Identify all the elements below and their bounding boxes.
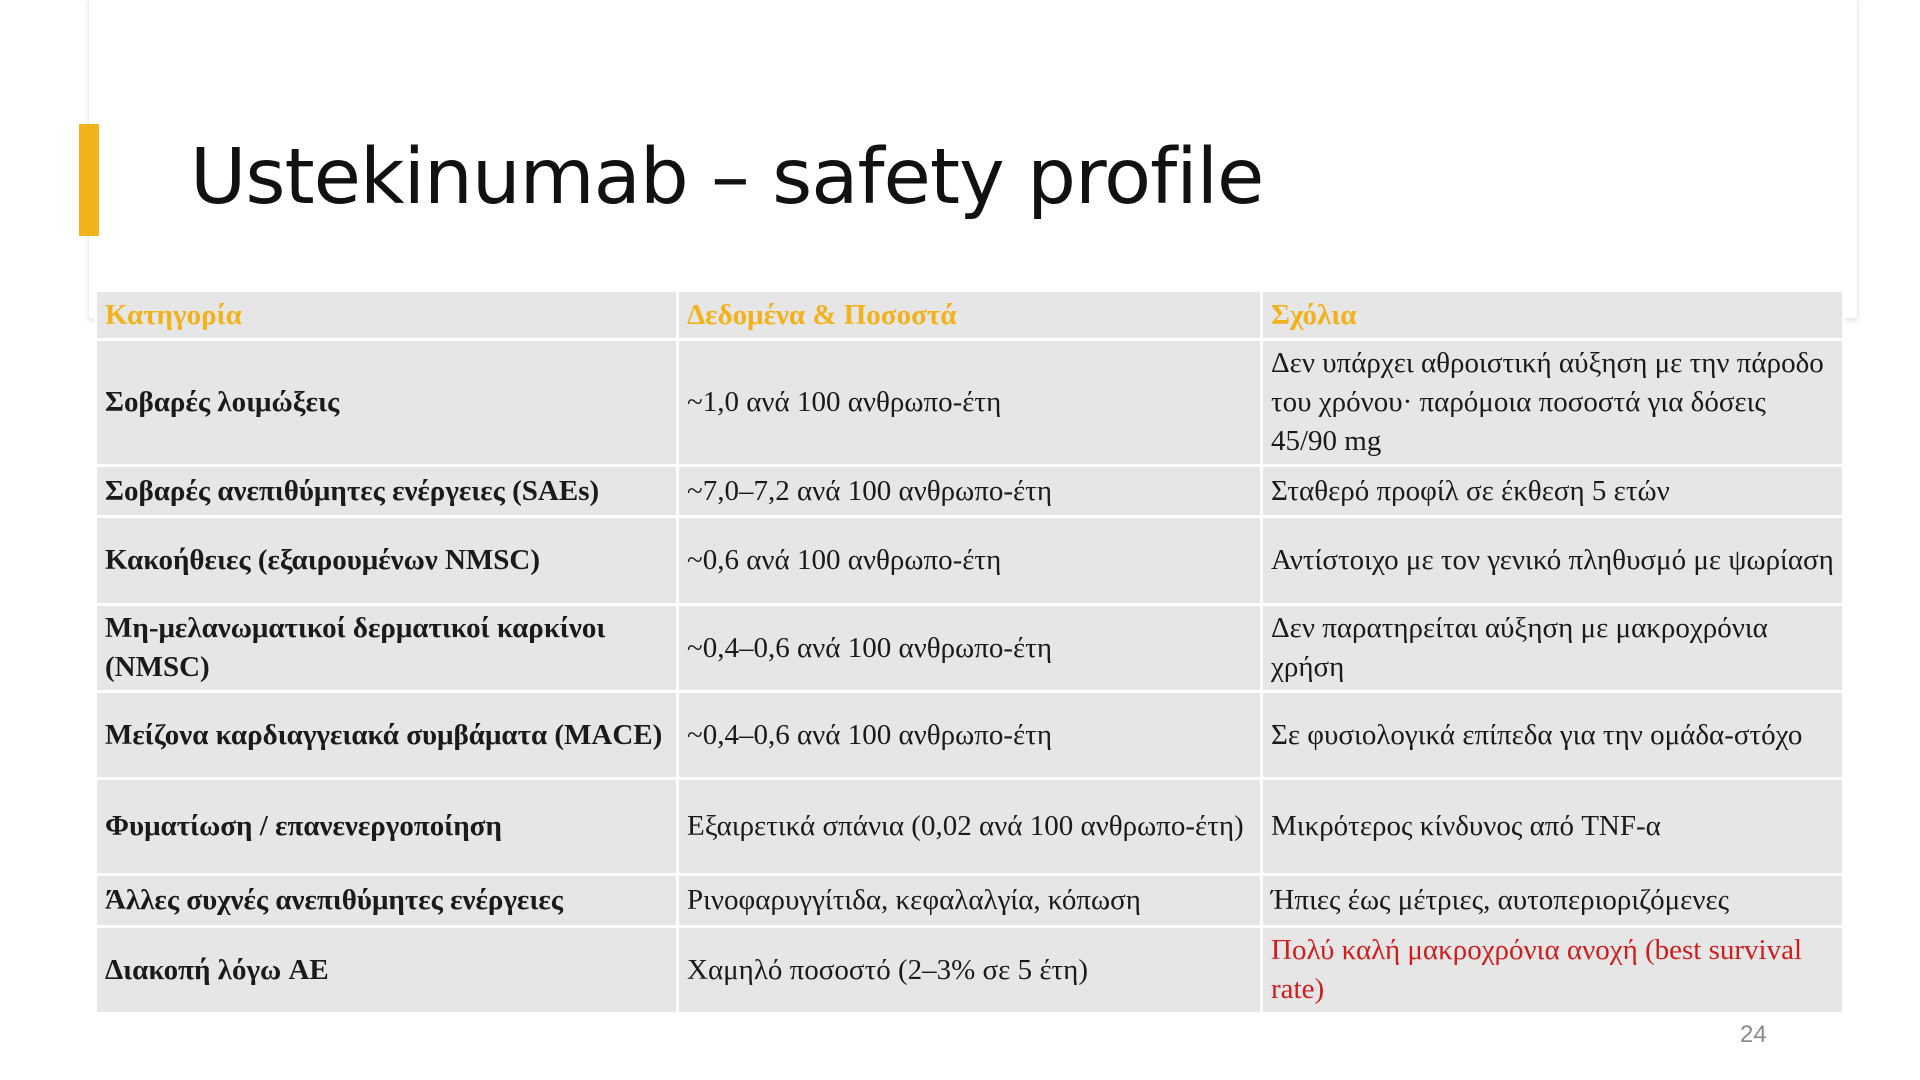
table-row: [96, 340, 1844, 466]
row-data: Εξαιρετικά σπάνια (0,02 ανά 100 ανθρωπο-έτη): [678, 779, 1262, 875]
table-row: [96, 605, 1844, 692]
row-category: Άλλες συχνές ανεπιθύμητες ενέργειες: [96, 875, 678, 927]
row-data: ~1,0 ανά 100 ανθρωπο-έτη: [678, 340, 1262, 466]
row-category: Μη-μελανωματικοί δερματικοί καρκίνοι (NMSC): [96, 605, 678, 692]
row-category: Σοβαρές ανεπιθύμητες ενέργειες (SAEs): [96, 466, 678, 517]
row-data: ~0,6 ανά 100 ανθρωπο-έτη: [678, 517, 1262, 605]
row-data: Χαμηλό ποσοστό (2–3% σε 5 έτη): [678, 927, 1262, 1014]
table-row: [96, 692, 1844, 779]
row-category: Σοβαρές λοιμώξεις: [96, 340, 678, 466]
row-comment: Μικρότερος κίνδυνος από TNF-α: [1262, 779, 1844, 875]
header-data: Δεδομένα & Ποσοστά: [678, 291, 1262, 340]
row-category: Φυματίωση / επανενεργοποίηση: [96, 779, 678, 875]
row-category: Μείζονα καρδιαγγειακά συμβάματα (MACE): [96, 692, 678, 779]
header-category: Κατηγορία: [96, 291, 678, 340]
row-comment: Δεν υπάρχει αθροιστική αύξηση με την πάροδο του χρόνου· παρόμοια ποσοστά για δόσεις 45/90 mg: [1262, 340, 1844, 466]
row-data: ~0,4–0,6 ανά 100 ανθρωπο-έτη: [678, 692, 1262, 779]
row-comment: Σε φυσιολογικά επίπεδα για την ομάδα-στόχο: [1262, 692, 1844, 779]
table-row: [96, 927, 1844, 1014]
table-row: [96, 875, 1844, 927]
table-row: [96, 517, 1844, 605]
table-row: [96, 779, 1844, 875]
row-data: ~0,4–0,6 ανά 100 ανθρωπο-έτη: [678, 605, 1262, 692]
row-comment: Σταθερό προφίλ σε έκθεση 5 ετών: [1262, 466, 1844, 517]
row-category: Διακοπή λόγω AE: [96, 927, 678, 1014]
row-comment: Αντίστοιχο με τον γενικό πληθυσμό με ψωρίαση: [1262, 517, 1844, 605]
safety-table: [94, 289, 1845, 1015]
slide-title: Ustekinumab – safety profile: [190, 133, 1264, 222]
row-data: Ρινοφαρυγγίτιδα, κεφαλαλγία, κόπωση: [678, 875, 1262, 927]
row-comment: Πολύ καλή μακροχρόνια ανοχή (best survival rate): [1262, 927, 1844, 1014]
header-comments: Σχόλια: [1262, 291, 1844, 340]
title-accent-bar: [79, 124, 99, 236]
row-comment: Ήπιες έως μέτριες, αυτοπεριοριζόμενες: [1262, 875, 1844, 927]
table-header-row: [96, 291, 1844, 340]
row-comment: Δεν παρατηρείται αύξηση με μακροχρόνια χρήση: [1262, 605, 1844, 692]
row-data: ~7,0–7,2 ανά 100 ανθρωπο-έτη: [678, 466, 1262, 517]
page-number: 24: [1740, 1021, 1767, 1048]
table-row: [96, 466, 1844, 517]
row-category: Κακοήθειες (εξαιρουμένων NMSC): [96, 517, 678, 605]
